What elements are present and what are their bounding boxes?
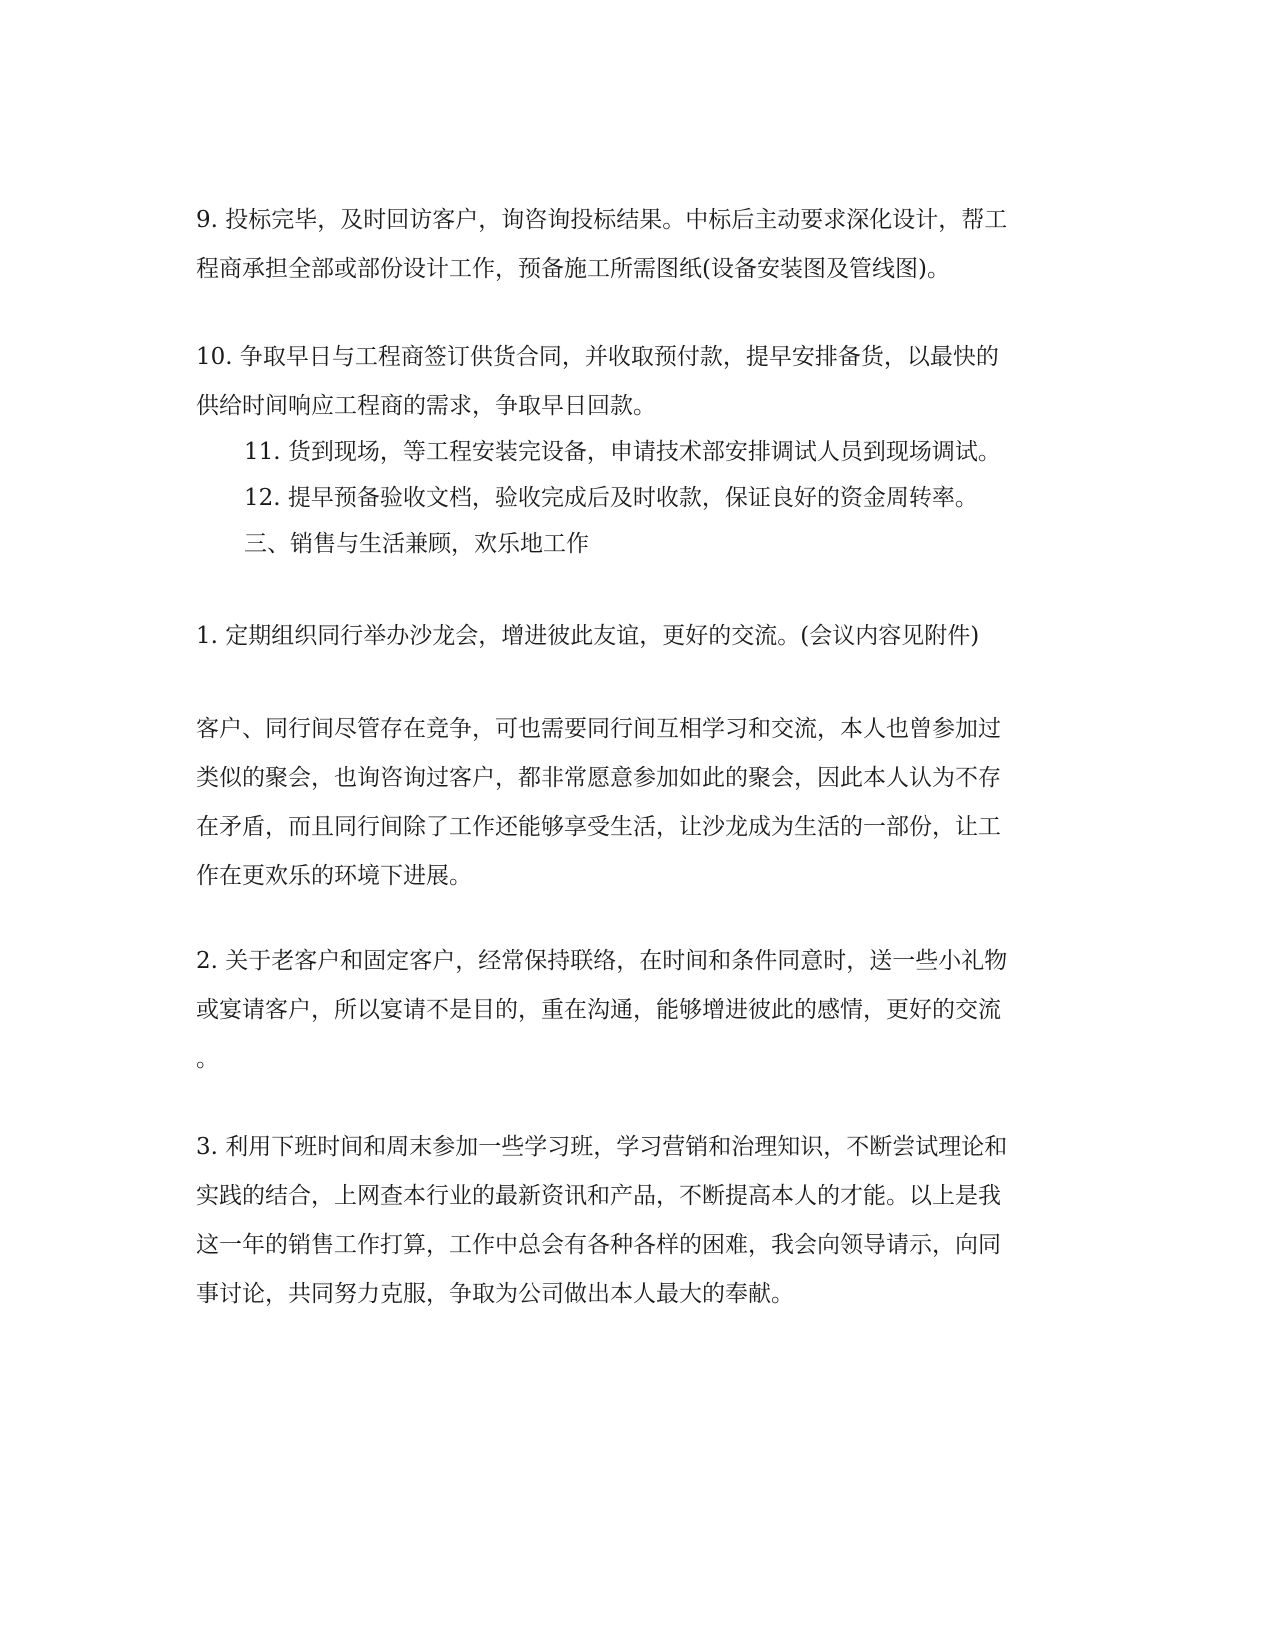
paragraph-item-12: 12. 提早预备验收文档，验收完成后及时收款，保证良好的资金周转率。 [244,485,978,511]
paragraph-item-3: 3. 利用下班时间和周末参加一些学习班，学习营销和治理知识，不断尝试理论和 实践的结合，上网查本行业的最新资讯和产品，不断提高本人的才能。以上是我 这一年的销售工作打算，工作中总会有各种各样的困难，我会向领导请示，向同 事讨论，共同努力克服，争取为公司做出本人最大的奉献。 [196,1134,1008,1307]
paragraph-item-10: 10. 争取早日与工程商签订供货合同，并收取预付款，提早安排备货，以最快的 供给时间响应工程商的需求，争取早日回款。 [196,344,999,419]
paragraph-competition: 客户、同行间尽管存在竞争，可也需要同行间互相学习和交流，本人也曾参加过 类似的聚会，也询咨询过客户，都非常愿意参加如此的聚会，因此本人认为不存 在矛盾，而且同行间除了工作还能够享受生活，让沙龙成为生活的一部份，让工 作在更欢乐的环境下进展。 [196,716,1001,889]
paragraph-item-9: 9. 投标完毕，及时回访客户，询咨询投标结果。中标后主动要求深化设计，帮工 程商承担全部或部份设计工作，预备施工所需图纸(设备安装图及管线图)。 [196,207,1008,282]
section-heading-three: 三、销售与生活兼顾，欢乐地工作 [244,531,589,557]
paragraph-item-2: 2. 关于老客户和固定客户，经常保持联络，在时间和条件同意时，送一些小礼物 或宴请客户，所以宴请不是目的，重在沟通，能够增进彼此的感情，更好的交流 。 [196,948,1008,1072]
paragraph-item-1: 1. 定期组织同行举办沙龙会，增进彼此友谊，更好的交流。(会议内容见附件) [196,623,980,649]
paragraph-item-11: 11. 货到现场，等工程安装完设备，申请技术部安排调试人员到现场调试。 [244,439,1001,465]
